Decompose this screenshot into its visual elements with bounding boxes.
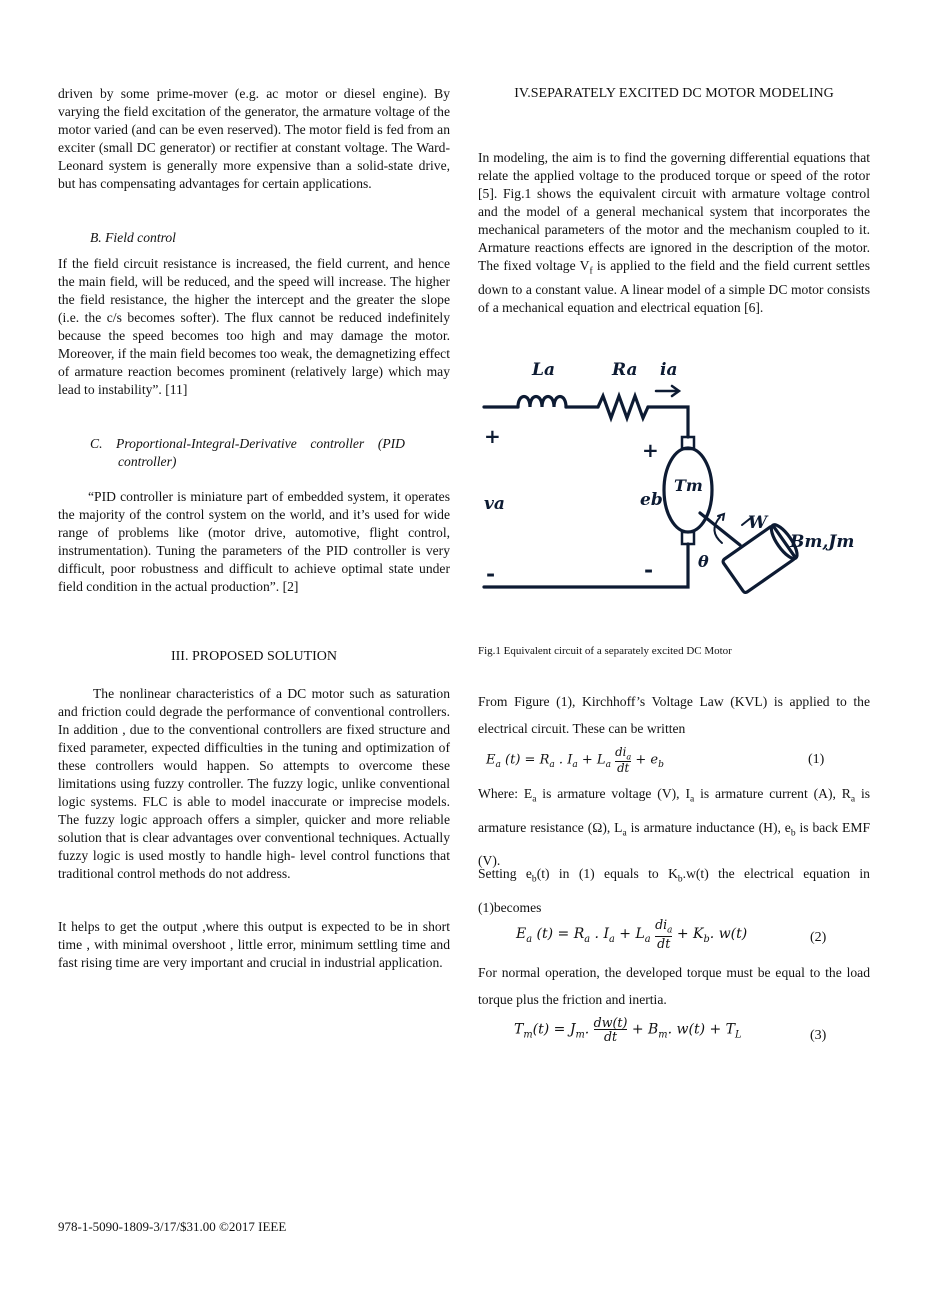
ra-subscript: a [850, 794, 856, 805]
label-current: ia [660, 360, 678, 380]
inductor-coil [518, 397, 566, 408]
modeling-text-b: is applied to the field and the field current settles down to a constant value. A linear model of a simple DC motor consists of a mechanical equation and electrical equation [6]. [478, 258, 870, 315]
equation-1: $E_a$ $(t) = R_a$ . $I_a + L_a$ $\frac{di_a}{dt}$ + $e_b$ [486, 745, 664, 775]
ia-subscript: a [690, 794, 695, 805]
equation-3-number: (3) [810, 1028, 827, 1043]
equation-3: $T_m(t) = J_m$. $\frac{dw(t)}{dt}$ + $B_m$. $w(t) + T_L$ [514, 1015, 742, 1045]
la-subscript: a [622, 828, 627, 839]
paragraph-modeling [478, 149, 870, 317]
label-plus-motor: + [642, 438, 659, 462]
brush-bottom [682, 532, 694, 544]
paragraph-ward-leonard: driven by some prime-mover (e.g. ac motor or diesel engine). By varying the field excitation of the generator, the armature voltage of the motor varied (and can be even reserved). The motor field is fed from an exciter (small DC generator) or rectifier at constant voltage. The Ward-Leonard system is generally more expensive than a solid-state drive, but has compensating advantages for certain applications. [58, 86, 450, 191]
load-cylinder [722, 525, 796, 593]
setting-text-c: .w(t) the electrical equation in (1)becomes [478, 866, 870, 915]
ea-subscript: a [532, 794, 537, 805]
vf-subscript: f [589, 266, 593, 277]
setting-text-a: Setting e [478, 866, 532, 881]
label-inductance: La [532, 360, 555, 380]
equivalent-circuit-figure [478, 345, 870, 635]
heading-proposed-solution: III. PROPOSED SOLUTION [170, 649, 338, 664]
equation-2-number: (2) [810, 930, 827, 945]
where-text-c: is armature current (A), R [694, 786, 851, 801]
label-load: Bm,Jm [790, 532, 855, 552]
modeling-text-a: In modeling, the aim is to find the governing differential equations that relate the applied voltage to the produced torque or speed of the rotor [5]. Fig.1 shows the equivalent circuit with armature voltage control and the model of a general mechanical system that incorporates the mechanical parameters of the motor and the mechanism coupled to it. Armature reactions effects are ignored in the description of the motor. The fixed voltage V [478, 150, 870, 273]
label-theta: θ [698, 552, 709, 571]
footer-copyright: 978-1-5090-1809-3/17/$31.00 ©2017 IEEE [58, 1219, 287, 1234]
heading-motor-modeling: IV.SEPARATELY EXCITED DC MOTOR MODELING [514, 86, 834, 101]
kb-subscript: b [677, 874, 683, 885]
where-text-e: is armature inductance (H), e [626, 819, 791, 835]
label-plus-left: + [484, 424, 501, 448]
equation-2: $E_a$ $(t) = R_a$ . $I_a + L_a$ $\frac{di_a}{dt}$ + $K_b$. w(t) [516, 917, 748, 951]
paragraph-normal-operation: For normal operation, the developed torque must be equal to the load torque plus the friction and inertia. [478, 965, 870, 1007]
resistor-zigzag [598, 396, 648, 418]
where-text-d: is armature resistance (Ω), L [478, 786, 871, 835]
paragraph-kvl: From Figure (1), Kirchhoff’s Voltage Law (KVL) is applied to the electrical circuit. These can be written [478, 694, 870, 736]
paragraph-pid: “PID controller is miniature part of embedded system, it operates the majority of the control system on the world, and it’s used for wide range of problems like (motor drive, automotive, flight control, instrumentation). Tuning the parameters of the PID controller is very difficult, poor robustness and difficult to achieve optimal state under field condition in the actual production”. [2] [58, 489, 450, 594]
where-text-a: Where: E [478, 786, 533, 801]
label-minus-motor: - [644, 557, 654, 583]
label-armature-voltage: va [484, 494, 505, 514]
label-torque: Tm [674, 476, 703, 495]
subheading-field-control: B. Field control [90, 230, 176, 245]
where-text-f: is back EMF (V). [478, 819, 871, 869]
eb-subscript-2: b [531, 874, 537, 885]
equation-1-number: (1) [808, 752, 825, 767]
paragraph-proposed-solution: The nonlinear characteristics of a DC motor such as saturation and friction could degrade the performance of conventional controllers. In addition , due to the conventional controllers are fixed structure and fixed parameter, expected difficulties in the tuning and optimization of these controllers would happen. So attempts to overcome these limitations using fuzzy controller. The fuzzy logic, unlike conventional logic systems. FLC is able to model inaccurate or imprecise models. The fuzzy logic approach offers a simpler, quicker and more reliable solution that is clear advantages over conventional techniques. Actually fuzzy logic is used mostly to handle high- level control functions that traditional control methods do not address. [58, 686, 450, 881]
label-back-emf: eb [640, 490, 663, 510]
eb-subscript: b [790, 828, 796, 839]
paragraph-setting [478, 860, 870, 921]
subheading-pid-line2: controller) [118, 454, 177, 469]
label-resistance: Ra [612, 360, 638, 380]
paragraph-field-control: If the field circuit resistance is increased, the field current, and hence the main field, will be reduced, and the speed will increase. The higher the field resistance, the higher the intercept and the greater the slope (i.e. the c/s becomes softer). The flux cannot be reduced indefinitely because the speed becomes too high and may damage the motor. Moreover, if the main field becomes too weak, the demagnetizing effect of armature reaction becomes prominent (relatively large) which may lead to instability”. [11] [58, 256, 450, 397]
figure-caption: Fig.1 Equivalent circuit of a separately excited DC Motor [478, 645, 732, 657]
label-minus-left: - [486, 561, 496, 587]
paragraph-output: It helps to get the output ,where this output is expected to be in short time , with minimal overshoot , little error, minimum settling time and fast rising time are very important and crucial in industrial application. [58, 919, 450, 970]
where-text-b: is armature voltage (V), I [536, 786, 690, 801]
label-speed: W [748, 513, 768, 533]
setting-text-b: (t) in (1) equals to K [536, 866, 678, 881]
subheading-pid-line1: C. Proportional-Integral-Derivative controller (PID [90, 436, 405, 451]
